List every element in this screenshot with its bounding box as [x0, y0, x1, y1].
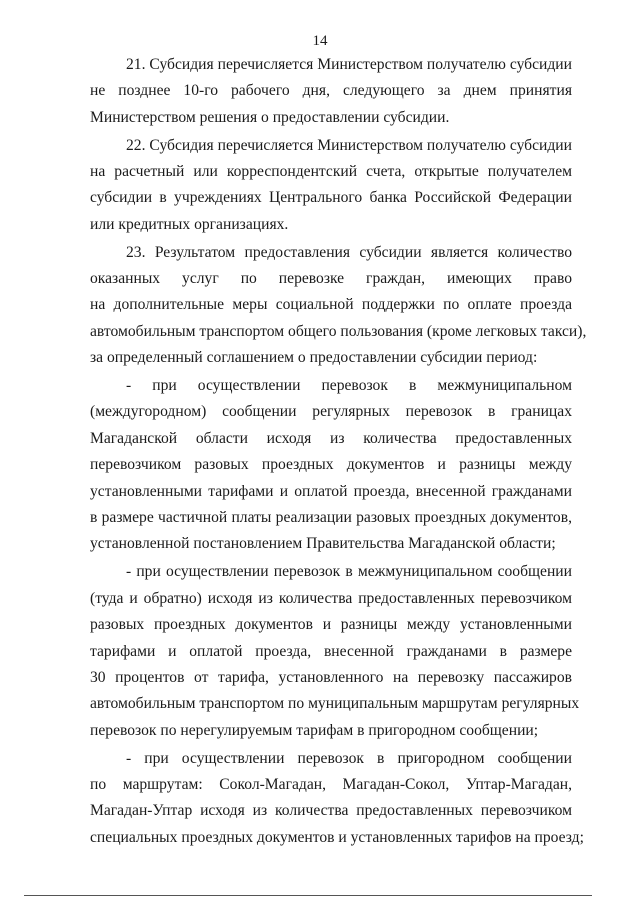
text-line: на расчетный или корреспондентский счета, открытые получателем	[90, 163, 572, 181]
text-line: 23. Результатом предоставления субсидии является количество	[126, 243, 572, 261]
text-line: в размере частичной платы реализации разовых проездных документов,	[90, 509, 572, 527]
document-body	[90, 52, 587, 853]
paragraph-21	[90, 52, 572, 131]
paragraph-23	[90, 240, 587, 372]
text-line: специальных проездных документов и установленных тарифов на проезд;	[90, 828, 584, 846]
text-line: 22. Субсидия перечисляется Министерством получателю субсидии	[126, 136, 572, 154]
text-line: 21. Субсидия перечисляется Министерством получателю субсидии	[126, 56, 572, 73]
text-line: или кредитных организациях.	[90, 215, 289, 233]
text-line: Министерством решения о предоставлении субсидии.	[90, 108, 450, 126]
text-line: разовых проездных документов и разницы между установленными	[90, 616, 572, 634]
text-line: автомобильным транспортом общего пользования (кроме легковых такси),	[90, 322, 587, 340]
text-line: установленной постановлением Правительства Магаданской области;	[90, 535, 556, 553]
text-line: оказанных услуг по перевозке граждан, имеющих право	[90, 270, 572, 288]
text-line: субсидии в учреждениях Центрального банка Российской Федерации	[90, 189, 572, 207]
text-line: Магадан-Уптар исходя из количества предоставленных перевозчиком	[90, 802, 572, 820]
paragraph-22	[90, 133, 572, 239]
text-line: на дополнительные меры социальной поддержки по оплате проезда	[90, 296, 572, 314]
text-line: (туда и обратно) исходя из количества предоставленных перевозчиком	[90, 589, 572, 607]
text-line: Магаданской области исходя из количества предоставленных	[90, 429, 572, 447]
text-line: автомобильным транспортом по муниципальным маршрутам регулярных	[90, 695, 580, 713]
list-item-intercity	[90, 373, 572, 558]
text-line: 30 процентов от тарифа, установленного на перевозку пассажиров	[90, 668, 572, 686]
text-line: - при осуществлении перевозок в пригородном сообщении	[126, 749, 572, 767]
list-item-intermunicipal	[90, 559, 580, 744]
text-line: тарифами и оплатой проезда, внесенной гражданами в размере	[90, 642, 572, 660]
text-line: перевозок по нерегулируемым тарифам в пригородном сообщении;	[90, 721, 539, 739]
text-line: по маршрутам: Сокол-Магадан, Магадан-Сокол, Уптар-Магадан,	[90, 775, 572, 793]
text-line: - при осуществлении перевозок в межмуниципальном сообщении	[126, 563, 572, 581]
page-bottom-edge	[24, 895, 592, 896]
text-line: - при осуществлении перевозок в межмуниципальном	[126, 377, 572, 395]
text-line: перевозчиком разовых проездных документов и разницы между	[90, 456, 572, 474]
page-number: 14	[312, 33, 328, 49]
text-line: за определенный соглашением о предоставлении субсидии период:	[90, 349, 538, 367]
text-line: не позднее 10-го рабочего дня, следующего за днем принятия	[90, 82, 572, 100]
list-item-suburban	[90, 746, 584, 852]
text-line: установленными тарифами и оплатой проезда, внесенной гражданами	[90, 482, 572, 500]
text-line: (междугородном) сообщении регулярных перевозок в границах	[90, 403, 572, 421]
